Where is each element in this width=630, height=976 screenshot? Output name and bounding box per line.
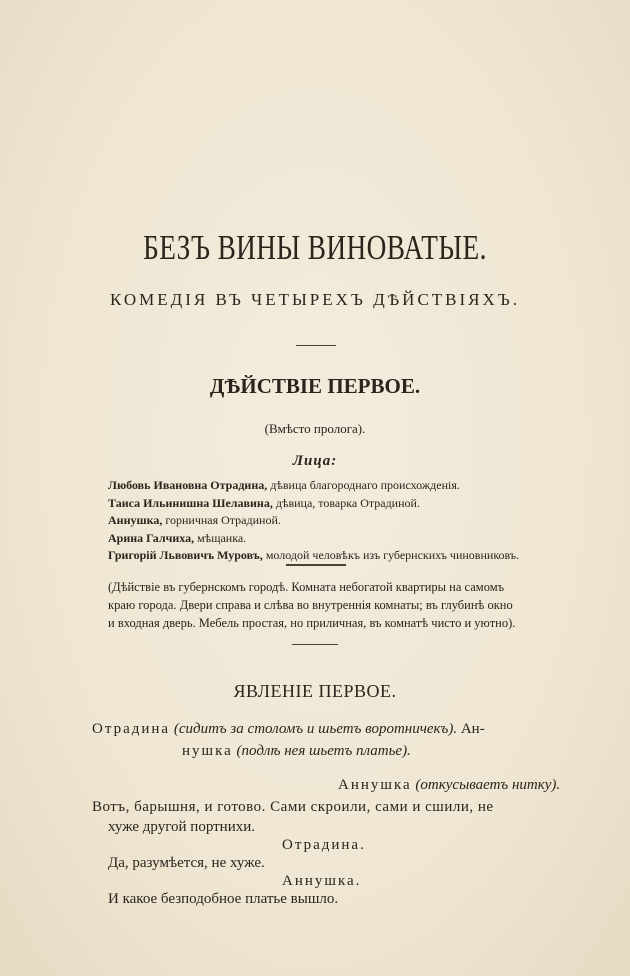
divider-double [286, 564, 346, 566]
character-name: Аннушка, [108, 513, 163, 527]
speaker-name: Отрадина. [282, 837, 366, 853]
speaker-name-part: нушка [182, 743, 233, 759]
character-desc: мѣщанка. [194, 530, 247, 545]
speaker-name-part: Ан- [460, 721, 485, 737]
speech-heading [338, 774, 560, 796]
character-desc: дѣвица благороднаго происхожденія. [267, 478, 460, 492]
stage-direction-line: краю города. Двери справа и слѣва во внутреннія комнаты; въ глубинѣ окно [108, 598, 513, 612]
character-desc: горничная Отрадиной. [162, 513, 281, 527]
stage-direction-line: (Дѣйствіе въ губернскомъ городѣ. Комната небогатой квартиры на самомъ [108, 580, 505, 594]
speaker-name: Аннушка. [282, 873, 362, 889]
character-entry [108, 495, 519, 513]
stage-direction [108, 578, 548, 632]
speech-line: Да, разумѣется, не хуже. [108, 855, 265, 871]
act-note: (Вмѣсто пролога). [264, 421, 366, 436]
speech-line: Вотъ, барышня, и готово. Сами скроили, сами и сшили, не [92, 799, 494, 815]
play-subtitle: КОМЕДІЯ ВЪ ЧЕТЫРЕХЪ ДѢЙСТВІЯХЪ. [109, 290, 521, 309]
act-title: ДѢЙСТВІЕ ПЕРВОЕ. [209, 374, 421, 398]
stage-direction-line: и входная дверь. Мебель простая, но приличная, въ комнатѣ чисто и уютно). [108, 616, 516, 630]
persons-heading: Лица: [292, 453, 338, 469]
stage-remark: (сидитъ за столомъ и шьетъ воротничекъ). [173, 721, 458, 737]
scene-intro-line-2 [182, 740, 411, 762]
character-entry [108, 547, 519, 565]
speaker-name: Отрадина [92, 721, 171, 737]
stage-remark: (подлѣ нея шьетъ платье). [236, 743, 411, 759]
character-desc: молодой человѣкъ изъ губернскихъ чиновниковъ. [262, 548, 520, 562]
stage-remark: (откусываетъ нитку). [415, 777, 561, 793]
speech-line: И какое безподобное платье вышло. [108, 891, 339, 907]
character-entry [108, 530, 519, 548]
speaker-name: Аннушка [338, 777, 412, 793]
play-title: БЕЗЪ ВИНЫ ВИНОВАТЫЕ. [143, 228, 487, 267]
divider-bottom [292, 644, 338, 645]
divider-top [296, 345, 336, 346]
scene-intro-line-1 [92, 718, 485, 740]
character-entry [108, 477, 519, 495]
character-desc: дѣвица, товарка Отрадиной. [272, 495, 420, 510]
speech-line: хуже другой портнихи. [108, 819, 256, 835]
scene-title: ЯВЛЕНІЕ ПЕРВОЕ. [233, 681, 397, 701]
character-name: Арина Галчиха, [108, 530, 195, 545]
character-name: Любовь Ивановна Отрадина, [108, 478, 268, 492]
character-list [108, 477, 519, 565]
character-name: Григорій Львовичъ Муровъ, [108, 548, 263, 562]
character-name: Таиса Ильинишна Шелавина, [108, 495, 273, 510]
character-entry [108, 512, 519, 530]
